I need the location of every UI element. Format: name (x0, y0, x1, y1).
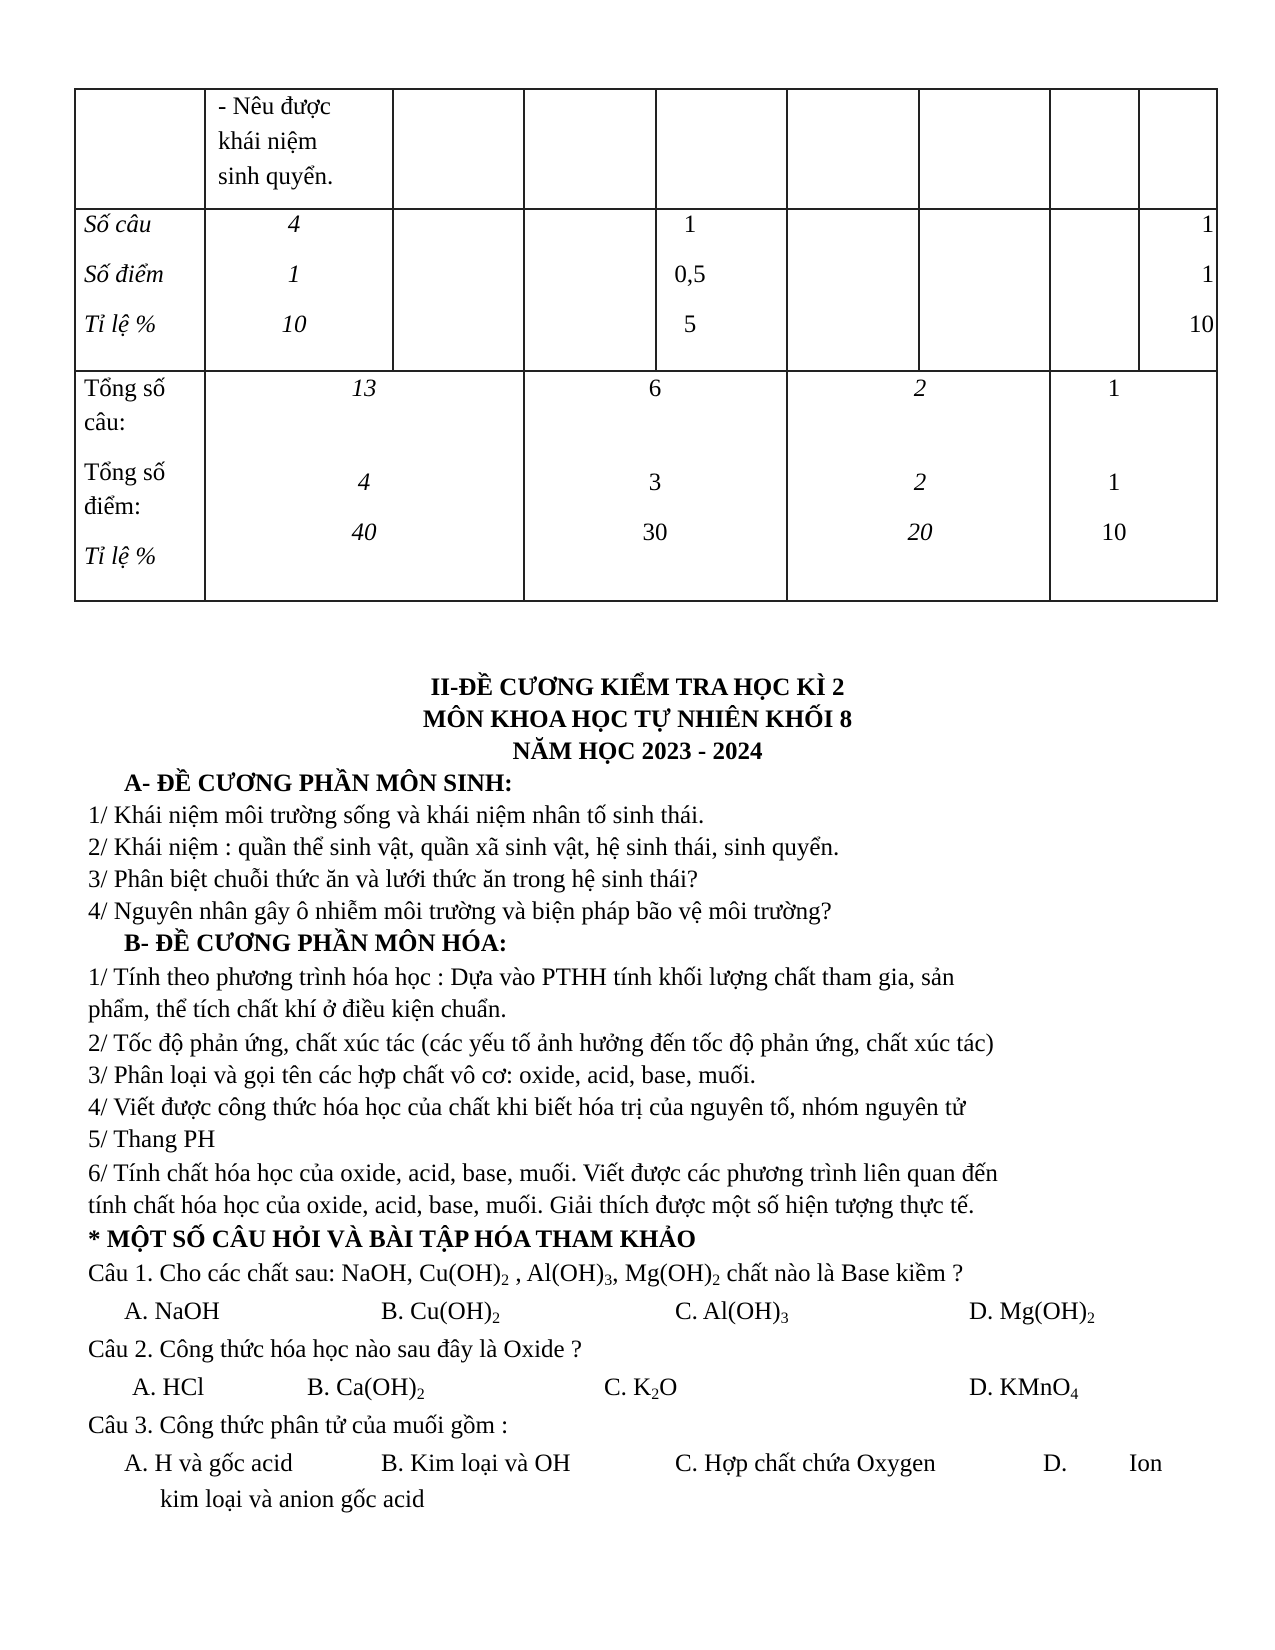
subscript: 2 (416, 1386, 425, 1403)
q2-option-c (604, 1372, 677, 1404)
label-diem: điểm: (84, 493, 141, 520)
subscript: 2 (712, 1272, 721, 1289)
question-3-stem: Câu 3. Công thức phân tử của muối gồm : (88, 1412, 509, 1439)
row2-labels (84, 210, 164, 340)
subscript: 2 (1087, 1310, 1096, 1327)
questions-title: * MỘT SỐ CÂU HỎI VÀ BÀI TẬP HÓA THAM KHẢO (88, 1226, 696, 1253)
row2-col-a (264, 210, 324, 340)
hoa-item: 1/ Tính theo phương trình hóa học : Dựa vào PTHH tính khối lượng chất tham gia, sản (88, 964, 955, 991)
q2-option-d (969, 1372, 1078, 1404)
text: C. K (604, 1374, 652, 1401)
text: B. Ca(OH) (307, 1374, 417, 1401)
label-so-cau: Số câu (84, 211, 152, 238)
text: B. Cu(OH) (381, 1298, 493, 1325)
q1-option-c (675, 1296, 789, 1328)
subscript: 2 (651, 1386, 660, 1403)
value: 30 (642, 519, 668, 546)
subscript: 2 (492, 1310, 501, 1327)
row3-col2 (615, 374, 695, 548)
hoa-item: tính chất hóa học của oxide, acid, base, muối. Giải thích được một số hiện tượng thực tế. (88, 1192, 975, 1219)
text: O (659, 1374, 678, 1401)
criteria-line: - Nêu được (218, 93, 331, 120)
subscript: 2 (501, 1272, 510, 1289)
value: 20 (907, 519, 933, 546)
q1-option-b (381, 1296, 500, 1328)
row3-labels (84, 374, 165, 572)
value: 5 (683, 311, 697, 338)
question-1-stem (88, 1258, 963, 1290)
hoa-item: phẩm, thể tích chất khí ở điều kiện chuẩn. (88, 996, 507, 1023)
sinh-item: 2/ Khái niệm : quần thể sinh vật, quần xã sinh vật, hệ sinh thái, sinh quyển. (88, 834, 840, 861)
sinh-item: 4/ Nguyên nhân gây ô nhiễm môi trường và biện pháp bão vệ môi trường? (88, 898, 832, 925)
label-ti-le: Tỉ lệ % (84, 311, 157, 338)
label-so-diem: Số điểm (84, 261, 164, 288)
value: 0,5 (674, 261, 706, 288)
hoa-item: 6/ Tính chất hóa học của oxide, acid, base, muối. Viết được các phương trình liên quan đến (88, 1160, 998, 1187)
value: 1 (1107, 375, 1121, 402)
value: 1 (1201, 211, 1214, 238)
row2-col-c (1144, 210, 1214, 340)
label-cau: câu: (84, 409, 126, 436)
heading-line-1: II-ĐỀ CƯƠNG KIỂM TRA HỌC KÌ 2 (430, 674, 845, 701)
text: D. Mg(OH) (969, 1298, 1088, 1325)
value: 6 (648, 375, 662, 402)
q3-option-c: C. Hợp chất chứa Oxygen (675, 1450, 936, 1477)
section-hoa-title: B- ĐỀ CƯƠNG PHẦN MÔN HÓA: (124, 930, 508, 957)
row3-col4 (1074, 374, 1154, 548)
value: 4 (287, 211, 301, 238)
value: 2 (913, 375, 927, 402)
q3-option-d-ion: Ion (1129, 1450, 1163, 1477)
label-tong-so: Tổng số (84, 375, 166, 402)
q2-option-a: A. HCl (132, 1374, 205, 1401)
summary-table (74, 88, 1218, 602)
label-ti-le: Tỉ lệ % (84, 543, 157, 570)
criteria-line: sinh quyển. (218, 163, 334, 190)
q3-option-d-label: D. (1043, 1450, 1068, 1477)
text: Câu 1. Cho các chất sau: NaOH, Cu(OH) (88, 1260, 502, 1287)
question-2-stem: Câu 2. Công thức hóa học nào sau đây là Oxide ? (88, 1336, 582, 1363)
label-tong-so: Tổng số (84, 459, 166, 486)
value: 40 (351, 519, 377, 546)
hoa-item: 3/ Phân loại và gọi tên các hợp chất vô cơ: oxide, acid, base, muối. (88, 1062, 756, 1089)
q3-option-b: B. Kim loại và OH (381, 1450, 571, 1477)
row3-col3 (880, 374, 960, 548)
value: 10 (1189, 311, 1214, 338)
value: 2 (913, 469, 927, 496)
heading-line-2: MÔN KHOA HỌC TỰ NHIÊN KHỐI 8 (422, 706, 853, 733)
value: 1 (1201, 261, 1214, 288)
text: , Mg(OH) (612, 1260, 713, 1287)
hoa-item: 4/ Viết được công thức hóa học của chất khi biết hóa trị của nguyên tố, nhóm nguyên tử (88, 1094, 966, 1121)
sinh-item: 1/ Khái niệm môi trường sống và khái niệm nhân tố sinh thái. (88, 802, 705, 829)
q3-option-a: A. H và gốc acid (124, 1450, 293, 1477)
text: D. KMnO (969, 1374, 1071, 1401)
q1-option-d (969, 1296, 1095, 1328)
q2-option-b (307, 1372, 425, 1404)
subscript: 4 (1070, 1386, 1079, 1403)
text: C. Al(OH) (675, 1298, 781, 1325)
criteria-cell (218, 92, 333, 192)
hoa-item: 2/ Tốc độ phản ứng, chất xúc tác (các yếu tố ảnh hưởng đến tốc độ phản ứng, chất xúc tác) (88, 1030, 994, 1057)
value: 3 (648, 469, 662, 496)
value: 1 (287, 261, 301, 288)
value: 10 (1101, 519, 1127, 546)
subscript: 3 (780, 1310, 789, 1327)
text: chất nào là Base kiềm ? (720, 1260, 964, 1287)
subscript: 3 (604, 1272, 613, 1289)
sinh-item: 3/ Phân biệt chuỗi thức ăn và lưới thức ăn trong hệ sinh thái? (88, 866, 698, 893)
q1-option-a: A. NaOH (124, 1298, 220, 1325)
value: 10 (281, 311, 307, 338)
hoa-item: 5/ Thang PH (88, 1126, 216, 1153)
row3-col1 (324, 374, 404, 548)
heading-line-3: NĂM HỌC 2023 - 2024 (512, 738, 763, 765)
value: 1 (683, 211, 697, 238)
value: 1 (1107, 469, 1121, 496)
q3-option-d-cont: kim loại và anion gốc acid (160, 1486, 425, 1513)
section-sinh-title: A- ĐỀ CƯƠNG PHẦN MÔN SINH: (124, 770, 513, 797)
criteria-line: khái niệm (218, 128, 318, 155)
row2-col-b (660, 210, 720, 340)
value: 13 (351, 375, 377, 402)
text: , Al(OH) (509, 1260, 605, 1287)
value: 4 (357, 469, 371, 496)
